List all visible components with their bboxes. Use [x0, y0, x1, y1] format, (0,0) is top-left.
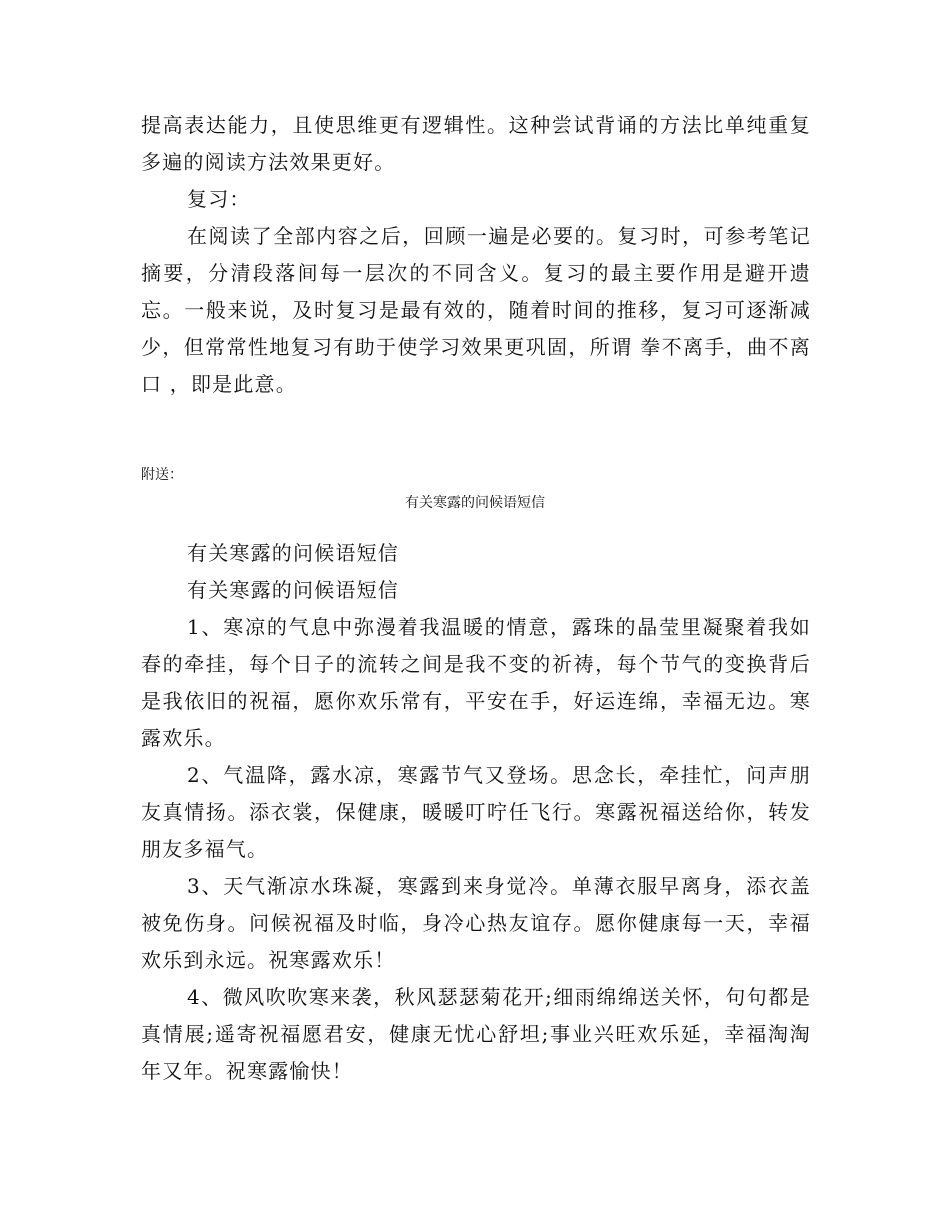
section-heading: 有关寒露的问候语短信 [187, 578, 399, 602]
review-paragraph: 在阅读了全部内容之后，回顾一遍是必要的。复习时，可参考笔记摘要，分清段落间每一层次的不同含义。复习的最主要作用是避开遗忘。一般来说，及时复习是最有效的，随着时间的推移，复习可逐渐减少，但常常性地复习有助于使学习效果更巩固，所谓 拳不离手，曲不离口 ，即是此意。 [141, 224, 811, 396]
appendix-label: 附送： [141, 467, 183, 483]
review-heading: 复习： [187, 187, 251, 211]
section-heading: 有关寒露的问候语短信 [187, 541, 399, 565]
continuation-paragraph: 提高表达能力，且使思维更有逻辑性。这种尝试背诵的方法比单纯重复多遍的阅读方法效果更好。 [141, 113, 811, 174]
list-item: 3、天气渐凉水珠凝，寒露到来身觉冷。单薄衣服早离身，添衣盖被免伤身。问候祝福及时临，身冷心热友谊存。愿你健康每一天，幸福欢乐到永远。祝寒露欢乐！ [141, 874, 811, 972]
list-item: 4、微风吹吹寒来袭，秋风瑟瑟菊花开;细雨绵绵送关怀，句句都是真情展;遥寄祝福愿君安，健康无忧心舒坦;事业兴旺欢乐延，幸福淘淘年又年。祝寒露愉快！ [141, 985, 811, 1083]
list-item: 2、气温降，露水凉，寒露节气又登场。思念长，牵挂忙，问声朋友真情扬。添衣裳，保健康，暖暖叮咛任飞行。寒露祝福送给你，转发朋友多福气。 [141, 763, 811, 861]
sms-text-block [141, 535, 811, 1090]
appendix-title: 有关寒露的问候语短信 [405, 495, 545, 511]
list-item: 1、寒凉的气息中弥漫着我温暖的情意，露珠的晶莹里凝聚着我如春的牵挂，每个日子的流转之间是我不变的祈祷，每个节气的变换背后是我依旧的祝福，愿你欢乐常有，平安在手，好运连绵，幸福无边。寒露欢乐。 [141, 615, 811, 750]
top-text-block [141, 107, 811, 403]
